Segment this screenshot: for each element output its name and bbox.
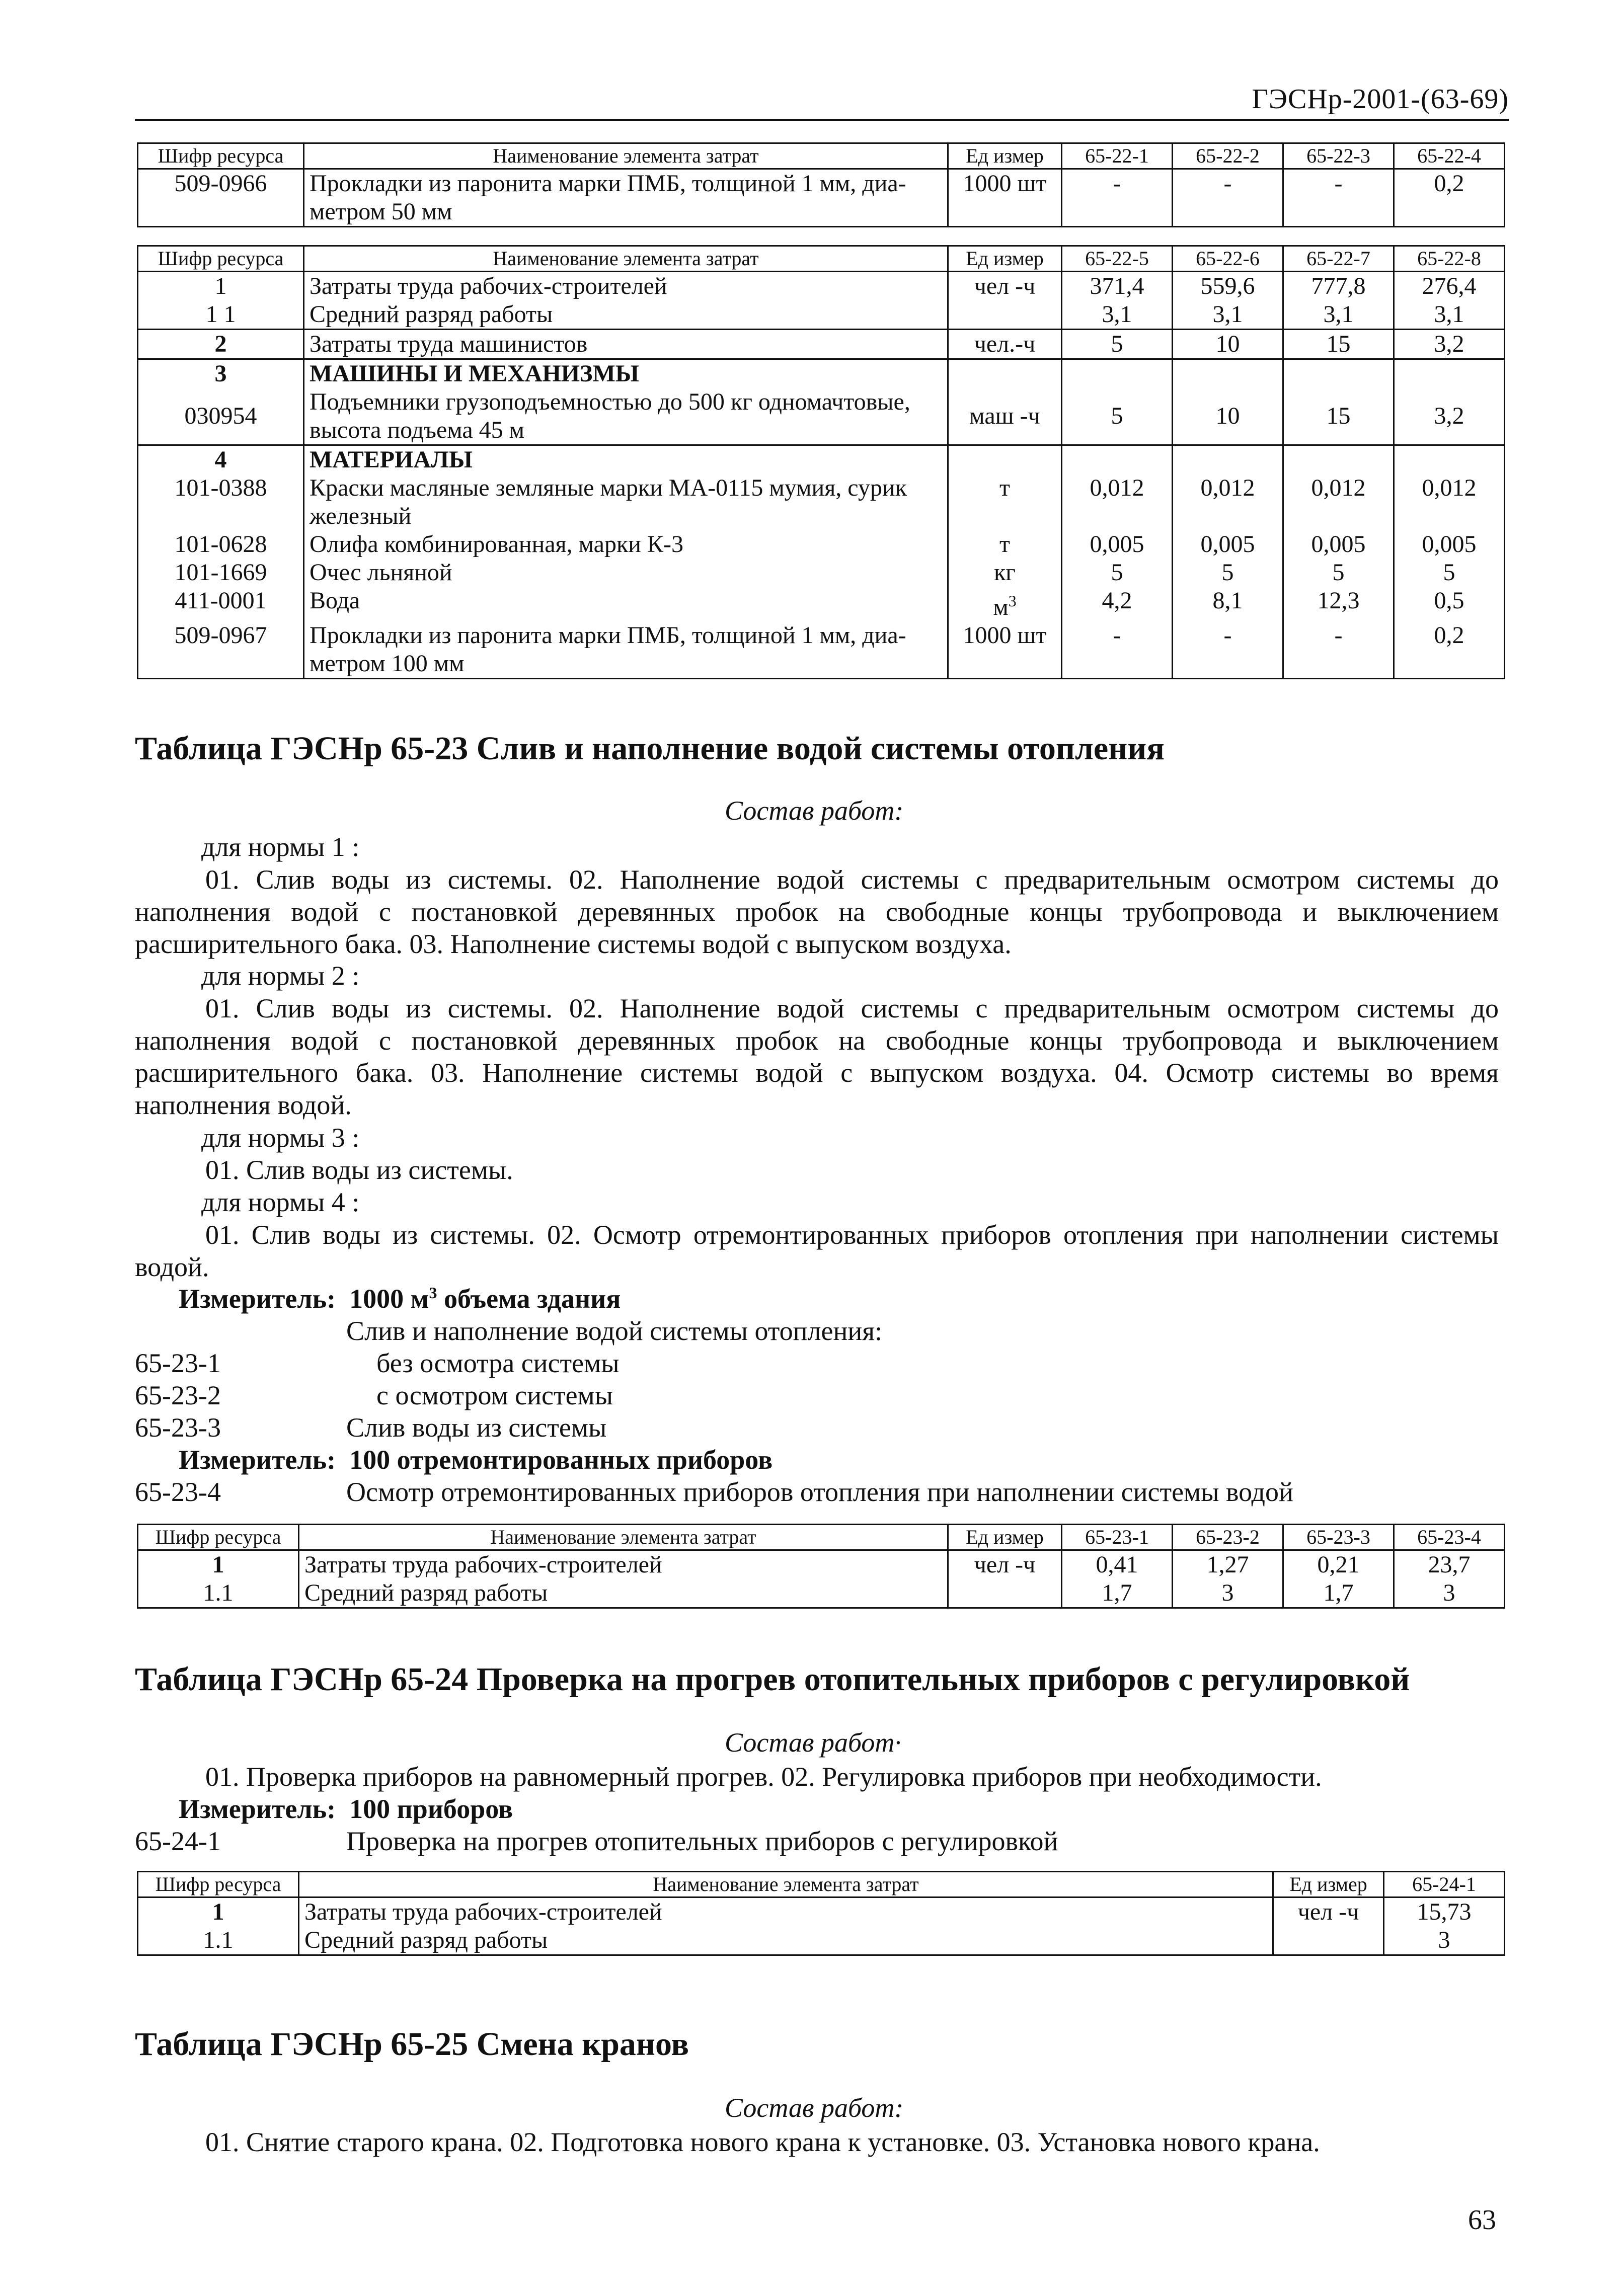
resource-name: Прокладки из паронита марки ПМБ, толщиной 1 мм, диа- метром 100 мм bbox=[304, 621, 948, 679]
resource-code: 509-0967 bbox=[138, 621, 304, 679]
composition-heading: Состав работ: bbox=[725, 796, 904, 826]
table-row bbox=[138, 1579, 1505, 1608]
norm-text: с осмотром системы bbox=[376, 1380, 613, 1410]
table-row bbox=[138, 445, 1505, 474]
section-code: 3 bbox=[138, 359, 304, 388]
resource-name: Очес льняной bbox=[304, 559, 948, 587]
table-row bbox=[138, 300, 1505, 330]
value-cell: 15,73 bbox=[1384, 1897, 1505, 1927]
resource-table-65-22-part2 bbox=[137, 245, 1505, 679]
header-cell: 65-22-7 bbox=[1283, 246, 1394, 272]
resource-code: 2 bbox=[138, 330, 304, 359]
unit-cell bbox=[1273, 1926, 1384, 1955]
value-cell: 5 bbox=[1283, 559, 1394, 587]
unit-cell: чел.-ч bbox=[948, 330, 1062, 359]
header-cell: Шифр ресурса bbox=[138, 143, 304, 169]
norm-label: для нормы 1 : bbox=[201, 832, 360, 862]
resource-code: 1 bbox=[138, 1550, 299, 1579]
value-cell: 5 bbox=[1173, 559, 1283, 587]
header-cell: 65-24-1 bbox=[1384, 1872, 1505, 1897]
value-cell: 3,2 bbox=[1394, 388, 1505, 445]
norm-code: 65-23-4 bbox=[135, 1477, 221, 1507]
composition-text: 01. Слив воды из системы. bbox=[205, 1155, 513, 1185]
resource-name: Прокладки из паронита марки ПМБ, толщиной 1 мм, диа- метром 50 мм bbox=[304, 169, 948, 227]
section-title-65-23: Таблица ГЭСНр 65-23 Слив и наполнение водой системы отопления bbox=[135, 730, 1165, 767]
norm-label: для нормы 2 : bbox=[201, 961, 360, 991]
value-cell: 1,7 bbox=[1062, 1579, 1173, 1608]
norm-code: 65-23-1 bbox=[135, 1348, 221, 1378]
header-cell: 65-23-4 bbox=[1394, 1525, 1505, 1550]
value-cell: 3 bbox=[1394, 1579, 1505, 1608]
header-cell: 65-23-3 bbox=[1283, 1525, 1394, 1550]
norm-code: 65-23-3 bbox=[135, 1412, 221, 1443]
table-header-row bbox=[138, 1525, 1505, 1550]
section-title: МАШИНЫ И МЕХАНИЗМЫ bbox=[304, 359, 948, 388]
value-cell: - bbox=[1173, 169, 1283, 227]
resource-name: Затраты труда рабочих-строителей bbox=[299, 1550, 948, 1579]
table-row bbox=[138, 272, 1505, 301]
resource-code: 1.1 bbox=[138, 1926, 299, 1955]
value-cell: 0,005 bbox=[1173, 530, 1283, 559]
value-cell: 15 bbox=[1283, 388, 1394, 445]
group-heading: Слив и наполнение водой системы отопления: bbox=[346, 1316, 883, 1346]
header-cell: 65-22-2 bbox=[1173, 143, 1283, 169]
value-cell: 371,4 bbox=[1062, 272, 1173, 301]
value-cell: - bbox=[1283, 169, 1394, 227]
composition-heading: Состав работ: bbox=[725, 2093, 904, 2123]
value-cell: 5 bbox=[1062, 330, 1173, 359]
value-cell: - bbox=[1283, 621, 1394, 679]
header-cell: Шифр ресурса bbox=[138, 1525, 299, 1550]
header-cell: 65-22-6 bbox=[1173, 246, 1283, 272]
resource-code: 1 bbox=[138, 272, 304, 301]
composition-text: 01. Проверка приборов на равномерный прогрев. 02. Регулировка приборов при необходимости. bbox=[205, 1762, 1322, 1792]
header-cell: Наименование элемента затрат bbox=[304, 143, 948, 169]
value-cell: 15 bbox=[1283, 330, 1394, 359]
header-cell: Ед измер bbox=[948, 246, 1062, 272]
norm-text: без осмотра системы bbox=[376, 1348, 620, 1378]
composition-heading: Состав работ· bbox=[725, 1727, 901, 1758]
unit-cell bbox=[948, 300, 1062, 330]
resource-code: 1.1 bbox=[138, 1579, 299, 1608]
norm-code: 65-23-2 bbox=[135, 1380, 221, 1410]
value-cell: 3,2 bbox=[1394, 330, 1505, 359]
resource-code: 1 1 bbox=[138, 300, 304, 330]
value-cell: 0,2 bbox=[1394, 621, 1505, 679]
value-cell: 1,27 bbox=[1173, 1550, 1283, 1579]
value-cell: 0,21 bbox=[1283, 1550, 1394, 1579]
measure-line: Измеритель: 100 приборов bbox=[179, 1794, 513, 1824]
unit-cell: чел -ч bbox=[1273, 1897, 1384, 1927]
table-row bbox=[138, 169, 1505, 227]
section-title: МАТЕРИАЛЫ bbox=[304, 445, 948, 474]
norm-label: для нормы 4 : bbox=[201, 1187, 360, 1217]
value-cell: 777,8 bbox=[1283, 272, 1394, 301]
value-cell: 0,005 bbox=[1062, 530, 1173, 559]
resource-table-65-24 bbox=[137, 1871, 1505, 1956]
value-cell: 1,7 bbox=[1283, 1579, 1394, 1608]
norm-code: 65-24-1 bbox=[135, 1826, 221, 1856]
unit-cell: кг bbox=[948, 559, 1062, 587]
header-cell: Наименование элемента затрат bbox=[299, 1525, 948, 1550]
resource-code: 411-0001 bbox=[138, 587, 304, 621]
composition-text: 01. Слив воды из системы. 02. Наполнение водой системы с предварительным осмотром системы до наполнения водой с постановкой деревянных пробок на свободные концы трубопровода и выключением расширительного бака. 03. Наполнение системы водой с выпуском воздуха. bbox=[135, 864, 1499, 959]
resource-code: 101-0388 bbox=[138, 474, 304, 530]
value-cell: 5 bbox=[1062, 559, 1173, 587]
value-cell: - bbox=[1173, 621, 1283, 679]
unit-cell: т bbox=[948, 474, 1062, 530]
table-row bbox=[138, 621, 1505, 679]
resource-name: Олифа комбинированная, марки К-3 bbox=[304, 530, 948, 559]
header-cell: Ед измер bbox=[948, 143, 1062, 169]
value-cell: 3,1 bbox=[1173, 300, 1283, 330]
unit-cell: 1000 шт bbox=[948, 169, 1062, 227]
table-row bbox=[138, 1926, 1505, 1955]
composition-text: 01. Слив воды из системы. 02. Наполнение водой системы с предварительным осмотром системы до наполнения водой с постановкой деревянных пробок на свободные концы трубопровода и выключением расширительного бака. 03. Наполнение системы водой с выпуском воздуха. 04. Осмотр системы во время наполнения водой. bbox=[135, 993, 1499, 1120]
header-cell: 65-23-1 bbox=[1062, 1525, 1173, 1550]
table-row bbox=[138, 1550, 1505, 1579]
table-header-row bbox=[138, 1872, 1505, 1897]
value-cell: 3,1 bbox=[1283, 300, 1394, 330]
value-cell: 0,012 bbox=[1173, 474, 1283, 530]
header-cell: 65-22-3 bbox=[1283, 143, 1394, 169]
norm-text: Слив воды из системы bbox=[346, 1412, 607, 1443]
value-cell: 559,6 bbox=[1173, 272, 1283, 301]
table-row bbox=[138, 330, 1505, 359]
value-cell: 4,2 bbox=[1062, 587, 1173, 621]
header-cell: Ед измер bbox=[1273, 1872, 1384, 1897]
header-cell: 65-23-2 bbox=[1173, 1525, 1283, 1550]
table-row bbox=[138, 559, 1505, 587]
value-cell: 10 bbox=[1173, 330, 1283, 359]
value-cell: 0,012 bbox=[1283, 474, 1394, 530]
resource-table-65-22-part1 bbox=[137, 142, 1505, 227]
section-title-65-24: Таблица ГЭСНр 65-24 Проверка на прогрев отопительных приборов с регулировкой bbox=[135, 1661, 1410, 1698]
value-cell: 0,012 bbox=[1062, 474, 1173, 530]
measure-line: Измеритель: 1000 $м^3$ объема здания bbox=[179, 1284, 621, 1314]
header-cell: 65-22-1 bbox=[1062, 143, 1173, 169]
table-row bbox=[138, 474, 1505, 530]
document-code-header: ГЭСНр-2001-(63-69) bbox=[1252, 84, 1509, 115]
page-number: 63 bbox=[1468, 2204, 1496, 2236]
value-cell: 0,2 bbox=[1394, 169, 1505, 227]
header-cell: 65-22-5 bbox=[1062, 246, 1173, 272]
table-row bbox=[138, 587, 1505, 621]
unit-cell: чел -ч bbox=[948, 272, 1062, 301]
resource-table-65-23 bbox=[137, 1524, 1505, 1609]
value-cell: 3 bbox=[1173, 1579, 1283, 1608]
composition-text: 01. Слив воды из системы. 02. Осмотр отремонтированных приборов отопления при наполнении системы водой. bbox=[135, 1220, 1499, 1282]
table-header-row bbox=[138, 143, 1505, 169]
unit-cell bbox=[948, 1579, 1062, 1608]
value-cell: 12,3 bbox=[1283, 587, 1394, 621]
value-cell: - bbox=[1062, 169, 1173, 227]
resource-name: Краски масляные земляные марки МА-0115 мумия, сурик железный bbox=[304, 474, 948, 530]
header-cell: 65-22-4 bbox=[1394, 143, 1505, 169]
composition-text: 01. Снятие старого крана. 02. Подготовка нового крана к установке. 03. Установка нового крана. bbox=[205, 2127, 1320, 2157]
unit-cell: $м^3$ bbox=[948, 587, 1062, 621]
section-code: 4 bbox=[138, 445, 304, 474]
value-cell: 0,5 bbox=[1394, 587, 1505, 621]
resource-name: Средний разряд работы bbox=[299, 1926, 1273, 1955]
resource-code: 1 bbox=[138, 1897, 299, 1927]
unit-cell: маш -ч bbox=[948, 388, 1062, 445]
value-cell: 3 bbox=[1384, 1926, 1505, 1955]
value-cell: 5 bbox=[1062, 388, 1173, 445]
value-cell: 0,41 bbox=[1062, 1550, 1173, 1579]
section-title-65-25: Таблица ГЭСНр 65-25 Смена кранов bbox=[135, 2026, 689, 2063]
header-cell: Шифр ресурса bbox=[138, 1872, 299, 1897]
table-row bbox=[138, 388, 1505, 445]
resource-name: Средний разряд работы bbox=[304, 300, 948, 330]
resource-code: 101-0628 bbox=[138, 530, 304, 559]
resource-name: Вода bbox=[304, 587, 948, 621]
resource-name: Затраты труда машинистов bbox=[304, 330, 948, 359]
measure-line: Измеритель: 100 отремонтированных приборов bbox=[179, 1445, 773, 1475]
resource-code: 101-1669 bbox=[138, 559, 304, 587]
value-cell: 5 bbox=[1394, 559, 1505, 587]
header-cell: Шифр ресурса bbox=[138, 246, 304, 272]
table-header-row bbox=[138, 246, 1505, 272]
unit-cell: чел -ч bbox=[948, 1550, 1062, 1579]
value-cell: 3,1 bbox=[1394, 300, 1505, 330]
table-row bbox=[138, 1897, 1505, 1927]
unit-cell: т bbox=[948, 530, 1062, 559]
resource-name: Подъемники грузоподъемностью до 500 кг одномачтовые, высота подъема 45 м bbox=[304, 388, 948, 445]
unit-cell: 1000 шт bbox=[948, 621, 1062, 679]
header-rule bbox=[135, 119, 1509, 121]
value-cell: 0,012 bbox=[1394, 474, 1505, 530]
norm-text: Осмотр отремонтированных приборов отопления при наполнении системы водой bbox=[346, 1477, 1293, 1507]
resource-name: Средний разряд работы bbox=[299, 1579, 948, 1608]
value-cell: 0,005 bbox=[1283, 530, 1394, 559]
value-cell: 23,7 bbox=[1394, 1550, 1505, 1579]
resource-name: Затраты труда рабочих-строителей bbox=[304, 272, 948, 301]
value-cell: 3,1 bbox=[1062, 300, 1173, 330]
table-row bbox=[138, 530, 1505, 559]
norm-text: Проверка на прогрев отопительных приборов с регулировкой bbox=[346, 1826, 1058, 1856]
header-cell: Наименование элемента затрат bbox=[299, 1872, 1273, 1897]
norm-label: для нормы 3 : bbox=[201, 1123, 360, 1153]
resource-code: 030954 bbox=[138, 388, 304, 445]
header-cell: 65-22-8 bbox=[1394, 246, 1505, 272]
header-cell: Наименование элемента затрат bbox=[304, 246, 948, 272]
header-cell: Ед измер bbox=[948, 1525, 1062, 1550]
value-cell: 0,005 bbox=[1394, 530, 1505, 559]
table-row bbox=[138, 359, 1505, 388]
resource-name: Затраты труда рабочих-строителей bbox=[299, 1897, 1273, 1927]
value-cell: 10 bbox=[1173, 388, 1283, 445]
value-cell: 8,1 bbox=[1173, 587, 1283, 621]
value-cell: 276,4 bbox=[1394, 272, 1505, 301]
value-cell: - bbox=[1062, 621, 1173, 679]
resource-code: 509-0966 bbox=[138, 169, 304, 227]
